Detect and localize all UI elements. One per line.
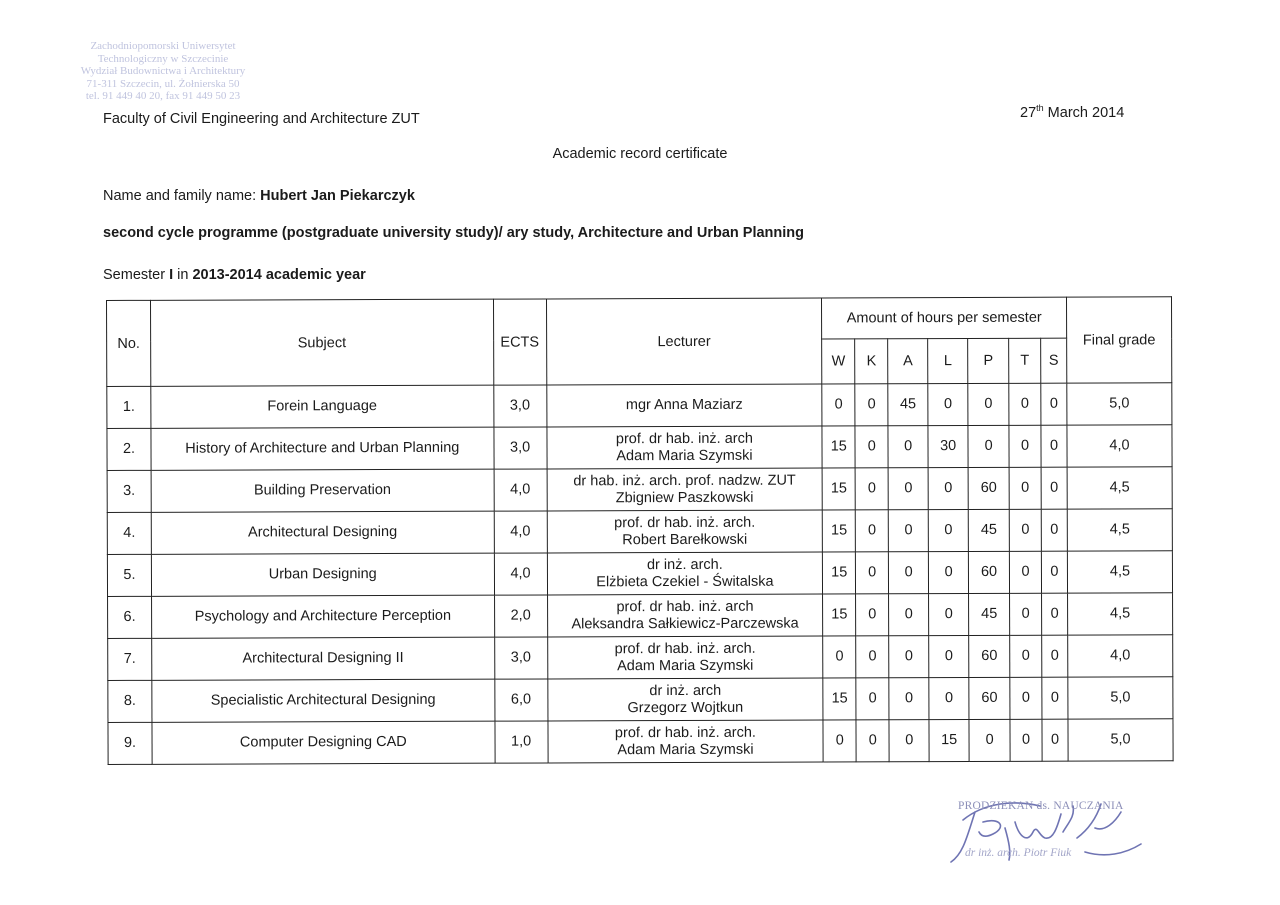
cell-hours-a: 0	[888, 426, 928, 468]
cell-hours-k: 0	[856, 594, 889, 636]
cell-subject: Forein Language	[151, 385, 494, 428]
university-stamp	[58, 40, 268, 103]
cell-hours-s: 0	[1042, 719, 1068, 761]
name-label: Name and family name:	[103, 188, 261, 204]
cell-hours-l: 0	[928, 509, 968, 551]
cell-hours-a: 45	[888, 384, 928, 426]
cell-no: 6.	[108, 596, 152, 638]
stamp-line: Wydział Budownictwa i Architektury	[80, 65, 246, 77]
cell-hours-w: 15	[823, 552, 856, 594]
cell-hours-s: 0	[1041, 383, 1067, 425]
cell-hours-t: 0	[1009, 383, 1041, 425]
header-hours-t: T	[1009, 338, 1041, 383]
cell-final-grade: 4,5	[1067, 467, 1172, 509]
cell-subject: Urban Designing	[151, 553, 494, 596]
cell-hours-s: 0	[1041, 467, 1067, 509]
lecturer-line: prof. dr hab. inż. arch	[616, 598, 754, 615]
cell-ects: 3,0	[494, 637, 547, 679]
cell-lecturer	[547, 426, 823, 469]
cell-subject: Building Preservation	[151, 469, 494, 512]
cell-hours-l: 0	[928, 383, 968, 425]
cell-final-grade: 4,5	[1068, 593, 1173, 635]
lecturer-line: Aleksandra Sałkiewicz-Parczewska	[571, 615, 799, 632]
cell-hours-a: 0	[888, 510, 928, 552]
cell-hours-p: 45	[968, 509, 1009, 551]
lecturer-line: Adam Maria Szymski	[616, 447, 753, 464]
cell-hours-p: 60	[969, 677, 1010, 719]
document-date	[1020, 103, 1124, 121]
cell-hours-s: 0	[1042, 635, 1068, 677]
table-row	[108, 677, 1173, 723]
cell-lecturer	[546, 384, 822, 427]
header-hours-l: L	[928, 338, 968, 383]
cell-hours-w: 15	[823, 510, 856, 552]
cell-hours-a: 0	[888, 468, 928, 510]
lecturer-line: prof. dr hab. inż. arch	[615, 430, 753, 447]
cell-hours-w: 0	[822, 384, 855, 426]
lecturer-line: prof. dr hab. inż. arch.	[614, 640, 756, 657]
semester-number: I	[169, 267, 174, 283]
cell-subject: Psychology and Architecture Perception	[152, 595, 495, 638]
cell-lecturer	[548, 720, 824, 763]
header-ects: ECTS	[493, 299, 546, 385]
cell-subject: Specialistic Architectural Designing	[152, 679, 495, 722]
cell-final-grade: 5,0	[1068, 677, 1173, 719]
cell-hours-w: 15	[823, 678, 856, 720]
cell-hours-l: 0	[929, 635, 969, 677]
date-month-year: March 2014	[1043, 104, 1125, 121]
cell-hours-s: 0	[1042, 593, 1068, 635]
cell-hours-t: 0	[1009, 425, 1041, 467]
semester-line	[103, 267, 366, 283]
cell-ects: 4,0	[494, 553, 547, 595]
header-no: No.	[107, 300, 151, 386]
cell-hours-w: 15	[822, 468, 855, 510]
header-hours-p: P	[968, 338, 1009, 383]
header-hours-k: K	[855, 339, 888, 384]
cell-hours-k: 0	[855, 510, 888, 552]
cell-subject: Architectural Designing	[151, 511, 494, 554]
cell-hours-l: 0	[929, 593, 969, 635]
lecturer-line: Elżbieta Czekiel - Świtalska	[596, 573, 774, 590]
cell-no: 4.	[107, 512, 151, 554]
lecturer-line: Zbigniew Paszkowski	[615, 489, 754, 506]
cell-hours-s: 0	[1042, 677, 1068, 719]
cell-no: 5.	[107, 554, 151, 596]
cell-hours-p: 0	[968, 383, 1009, 425]
cell-lecturer	[547, 678, 823, 721]
date-day: 27	[1020, 104, 1037, 121]
cell-hours-w: 0	[823, 720, 856, 762]
cell-no: 9.	[108, 722, 152, 764]
table-row	[107, 551, 1172, 597]
cell-hours-k: 0	[856, 552, 889, 594]
cell-ects: 6,0	[494, 679, 547, 721]
cell-hours-s: 0	[1041, 425, 1067, 467]
cell-lecturer	[547, 510, 823, 553]
table-row	[108, 593, 1173, 639]
grades-table	[106, 296, 1174, 765]
cell-ects: 1,0	[495, 721, 548, 763]
header-lecturer: Lecturer	[546, 298, 822, 385]
cell-hours-t: 0	[1010, 719, 1042, 761]
document-title: Academic record certificate	[552, 146, 728, 162]
cell-final-grade: 4,0	[1067, 425, 1172, 467]
student-name-line	[103, 188, 415, 204]
table-row	[107, 467, 1172, 513]
academic-year: 2013-2014 academic year	[192, 267, 366, 283]
cell-hours-s: 0	[1041, 509, 1067, 551]
cell-final-grade: 4,5	[1067, 509, 1172, 551]
table-row	[107, 509, 1172, 555]
stamp-line: tel. 91 449 40 20, fax 91 449 50 23	[85, 90, 241, 102]
cell-hours-w: 15	[822, 426, 855, 468]
lecturer-line: prof. dr hab. inż. arch.	[614, 514, 756, 531]
cell-hours-t: 0	[1009, 467, 1041, 509]
cell-lecturer	[547, 594, 823, 637]
cell-ects: 4,0	[494, 511, 547, 553]
cell-lecturer	[547, 636, 823, 679]
header-hours-w: W	[822, 339, 855, 384]
student-name: Hubert Jan Piekarczyk	[260, 188, 415, 204]
cell-ects: 3,0	[493, 385, 546, 427]
cell-hours-w: 0	[823, 636, 856, 678]
lecturer-line: dr hab. inż. arch. prof. nadzw. ZUT	[573, 472, 796, 489]
cell-hours-l: 30	[928, 425, 968, 467]
lecturer-line: dr inż. arch	[649, 682, 722, 699]
cell-hours-p: 60	[968, 551, 1009, 593]
signature-name: dr inż. arch. Piotr Fiuk	[965, 847, 1072, 859]
stamp-line: 71-311 Szczecin, ul. Żołnierska 50	[86, 77, 240, 90]
cell-subject: Architectural Designing II	[152, 637, 495, 680]
table-row	[108, 719, 1173, 765]
cell-subject: History of Architecture and Urban Planning	[151, 427, 494, 470]
cell-ects: 3,0	[494, 427, 547, 469]
cell-final-grade: 4,5	[1067, 551, 1172, 593]
header-hours-s: S	[1041, 338, 1067, 383]
cell-hours-a: 0	[889, 678, 929, 720]
cell-ects: 4,0	[494, 469, 547, 511]
date-suffix: th	[1036, 103, 1044, 113]
stamp-line: Technologiczny w Szczecinie	[97, 52, 229, 65]
lecturer-line: mgr Anna Maziarz	[625, 396, 743, 414]
lecturer-line: Grzegorz Wojtkun	[627, 699, 744, 716]
cell-hours-k: 0	[856, 720, 889, 762]
cell-no: 3.	[107, 470, 151, 512]
cell-hours-p: 45	[969, 593, 1010, 635]
signature-title: PRODZIEKAN ds. NAUCZANIA	[958, 800, 1124, 812]
lecturer-line: prof. dr hab. inż. arch.	[614, 724, 756, 741]
table-row	[107, 383, 1172, 429]
cell-hours-a: 0	[889, 720, 929, 762]
cell-hours-k: 0	[856, 636, 889, 678]
cell-hours-t: 0	[1010, 593, 1042, 635]
cell-ects: 2,0	[494, 595, 547, 637]
semester-prefix: Semester	[103, 267, 170, 283]
header-final-grade: Final grade	[1066, 297, 1171, 383]
table-row	[107, 425, 1172, 471]
programme-line: second cycle programme (postgraduate university study)/ ary study, Architecture and Urban Planning	[103, 225, 804, 241]
cell-no: 1.	[107, 386, 151, 428]
lecturer-line: Adam Maria Szymski	[617, 741, 754, 758]
cell-hours-k: 0	[856, 678, 889, 720]
lecturer-line: Robert Barełkowski	[622, 531, 748, 548]
cell-final-grade: 5,0	[1068, 719, 1173, 761]
cell-hours-l: 0	[928, 467, 968, 509]
header-subject: Subject	[150, 299, 493, 386]
cell-hours-k: 0	[855, 426, 888, 468]
header-hours-a: A	[888, 339, 928, 384]
cell-no: 7.	[108, 638, 152, 680]
table-row	[108, 635, 1173, 681]
cell-hours-p: 60	[969, 635, 1010, 677]
cell-final-grade: 4,0	[1068, 635, 1173, 677]
cell-hours-k: 0	[855, 384, 888, 426]
cell-hours-t: 0	[1009, 551, 1041, 593]
cell-hours-t: 0	[1010, 677, 1042, 719]
semester-middle: in	[173, 267, 193, 283]
cell-no: 2.	[107, 428, 151, 470]
cell-subject: Computer Designing CAD	[152, 721, 495, 764]
lecturer-line: Adam Maria Szymski	[617, 657, 754, 674]
cell-hours-w: 15	[823, 594, 856, 636]
header-hours: Amount of hours per semester	[822, 297, 1067, 339]
cell-hours-t: 0	[1010, 635, 1042, 677]
cell-hours-l: 0	[929, 677, 969, 719]
cell-hours-p: 0	[969, 719, 1010, 761]
cell-hours-p: 0	[968, 425, 1009, 467]
cell-hours-a: 0	[889, 636, 929, 678]
cell-hours-a: 0	[889, 552, 929, 594]
stamp-line: Zachodniopomorski Uniwersytet	[90, 40, 236, 52]
cell-hours-l: 0	[929, 551, 969, 593]
cell-hours-t: 0	[1009, 509, 1041, 551]
cell-hours-a: 0	[889, 594, 929, 636]
cell-hours-p: 60	[968, 467, 1009, 509]
cell-lecturer	[547, 468, 823, 511]
lecturer-line: dr inż. arch.	[646, 556, 723, 573]
cell-hours-l: 15	[929, 719, 969, 761]
cell-no: 8.	[108, 680, 152, 722]
faculty-name: Faculty of Civil Engineering and Architecture ZUT	[103, 111, 420, 127]
cell-hours-s: 0	[1041, 551, 1067, 593]
cell-lecturer	[547, 552, 823, 595]
cell-final-grade: 5,0	[1067, 383, 1172, 425]
cell-hours-k: 0	[855, 468, 888, 510]
